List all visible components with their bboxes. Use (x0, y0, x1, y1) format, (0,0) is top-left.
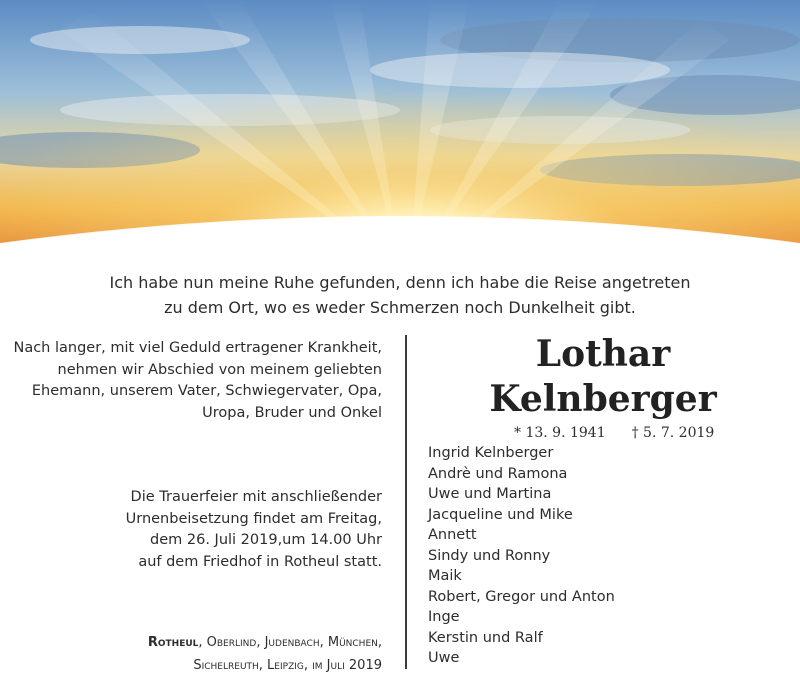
funeral-line: dem 26. Juli 2019,um 14.00 Uhr (150, 532, 382, 548)
mourner: Kerstin und Ralf (428, 629, 543, 646)
farewell-line: Ehemann, unserem Vater, Schwiegervater, Opa, (31, 383, 382, 399)
column-divider (405, 335, 407, 669)
funeral-line: auf dem Friedhof in Rotheul statt. (138, 553, 382, 570)
verse-line: Ich habe nun meine Ruhe gefunden, denn ich habe die Reise angetreten (109, 273, 691, 292)
funeral-line: Urnenbeisetzung findet am Freitag, (125, 510, 382, 527)
birth-date: * 13. 9. 1941 (514, 425, 606, 441)
places-rest: , Oberlind, Judenbach, München, (198, 635, 382, 650)
mourners-list (428, 443, 615, 669)
places-line: Sichelreuth, Leipzig, im Juli 2019 (193, 658, 382, 673)
farewell-line: nehmen wir Abschied von meinem geliebten (57, 361, 382, 378)
mourner: Ingrid Kelnberger (428, 445, 554, 461)
farewell-line: Nach langer, mit viel Geduld ertragener Krankheit, (13, 340, 382, 356)
mourner: Uwe und Martina (428, 486, 552, 502)
farewell-text (13, 338, 382, 424)
places-line (148, 631, 382, 654)
sunrise-sky-image (0, 0, 800, 262)
mourner: Jacqueline und Mike (428, 506, 573, 523)
mourner: Inge (428, 609, 460, 625)
mourner: Sindy und Ronny (428, 547, 551, 564)
death-date: † 5. 7. 2019 (631, 425, 715, 441)
places-and-date (148, 631, 382, 677)
farewell-line: Uropa, Bruder und Onkel (202, 404, 382, 421)
mourner: Maik (428, 568, 462, 584)
mourner: Robert, Gregor und Anton (428, 588, 615, 605)
mourner: Uwe (428, 650, 460, 666)
life-dates (514, 425, 740, 441)
mourner: Andrè und Ramona (428, 465, 568, 482)
funeral-line: Die Trauerfeier mit anschließender (130, 489, 382, 505)
funeral-announcement (126, 487, 382, 573)
verse-line: zu dem Ort, wo es weder Schmerzen noch Dunkelheit gibt. (164, 298, 636, 317)
deceased-first-name: Lothar (535, 333, 671, 375)
deceased-last-name: Kelnberger (489, 378, 717, 420)
memorial-verse (0, 270, 800, 320)
mourner: Annett (428, 527, 477, 543)
place-rotheul: Rotheul (147, 635, 199, 650)
